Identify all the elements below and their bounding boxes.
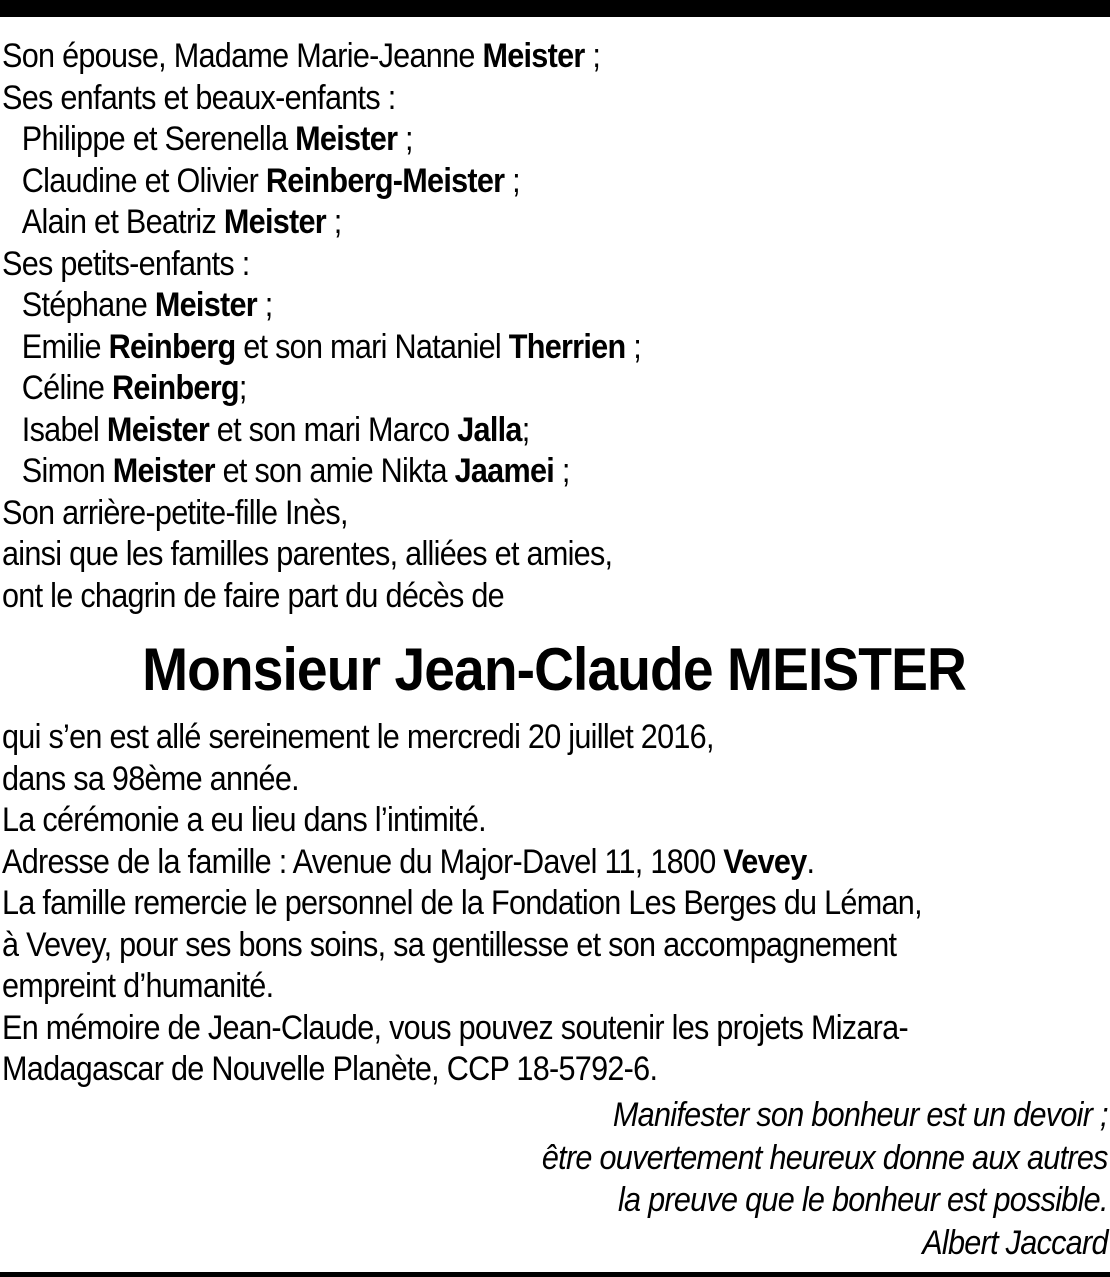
age-line: dans sa 98ème année. (2, 759, 299, 798)
surname: Meister (112, 452, 215, 490)
ceremony-line: La cérémonie a eu lieu dans l’intimité. (2, 801, 486, 839)
partner-surname: Jaamei (454, 452, 555, 490)
child-line: Claudine et Olivier Reinberg-Meister ; (21, 161, 520, 200)
passing-line: qui s’en est allé sereinement le mercredi 20 juillet 2016, (2, 718, 714, 756)
grandchildren-heading: Ses petits-enfants : (2, 244, 250, 283)
grandchild-line: Stéphane Meister ; (21, 286, 273, 324)
quote-line: Manifester son bonheur est un devoir ; (613, 1096, 1108, 1134)
memory-line: En mémoire de Jean-Claude, vous pouvez soutenir les projets Mizara- (2, 1008, 908, 1047)
quote-author: Albert Jaccard (922, 1223, 1108, 1262)
child-line: Alain et Beatriz Meister ; (21, 203, 342, 241)
surname: Meister (223, 203, 326, 241)
surname: Meister (154, 286, 257, 324)
address-line: Adresse de la famille : Avenue du Major-Davel 11, 1800 Vevey. (2, 842, 815, 881)
surname: Meister (295, 120, 398, 158)
bottom-border-rule (0, 1272, 1110, 1277)
grandchild-line: Simon Meister et son amie Nikta Jaamei ; (21, 452, 570, 490)
announcement-line: ont le chagrin de faire part du décès de (2, 576, 504, 615)
child-line: Philippe et Serenella Meister ; (21, 120, 413, 158)
surname: Meister (482, 37, 585, 75)
grandchild-line: Emilie Reinberg et son mari Nataniel Therrien ; (21, 327, 641, 366)
partner-surname: Jalla (457, 410, 522, 449)
quote-line: la preuve que le bonheur est possible. (618, 1181, 1108, 1219)
deceased-name-heading: Monsieur Jean-Claude MEISTER (142, 636, 966, 703)
closing-quote (479, 1094, 1108, 1264)
surname: Reinberg-Meister (265, 161, 505, 200)
surname: Reinberg (112, 369, 239, 407)
great-grandchild-line: Son arrière-petite-fille Inès, (2, 493, 348, 532)
top-border-rule (0, 0, 1110, 17)
families-line: ainsi que les familles parentes, alliées et amies, (2, 535, 613, 573)
quote-line: être ouvertement heureux donne aux autres (542, 1138, 1108, 1177)
children-heading: Ses enfants et beaux-enfants : (2, 78, 396, 117)
thanks-line: La famille remercie le personnel de la Fondation Les Berges du Léman, (2, 884, 922, 922)
grandchild-line: Céline Reinberg; (21, 369, 247, 407)
partner-surname: Therrien (508, 327, 626, 366)
surname: Reinberg (108, 327, 236, 366)
grandchild-line: Isabel Meister et son mari Marco Jalla; (21, 410, 530, 449)
memory-line: Madagascar de Nouvelle Planète, CCP 18-5792-6. (2, 1050, 658, 1088)
spouse-line: Son épouse, Madame Marie-Jeanne Meister ; (2, 37, 601, 75)
address-city: Vevey (723, 842, 807, 881)
surname: Meister (106, 410, 210, 449)
obituary-notice (2, 36, 1106, 1091)
thanks-line: à Vevey, pour ses bons soins, sa gentillesse et son accompagnement (2, 925, 897, 964)
thanks-line: empreint d’humanité. (2, 967, 274, 1005)
